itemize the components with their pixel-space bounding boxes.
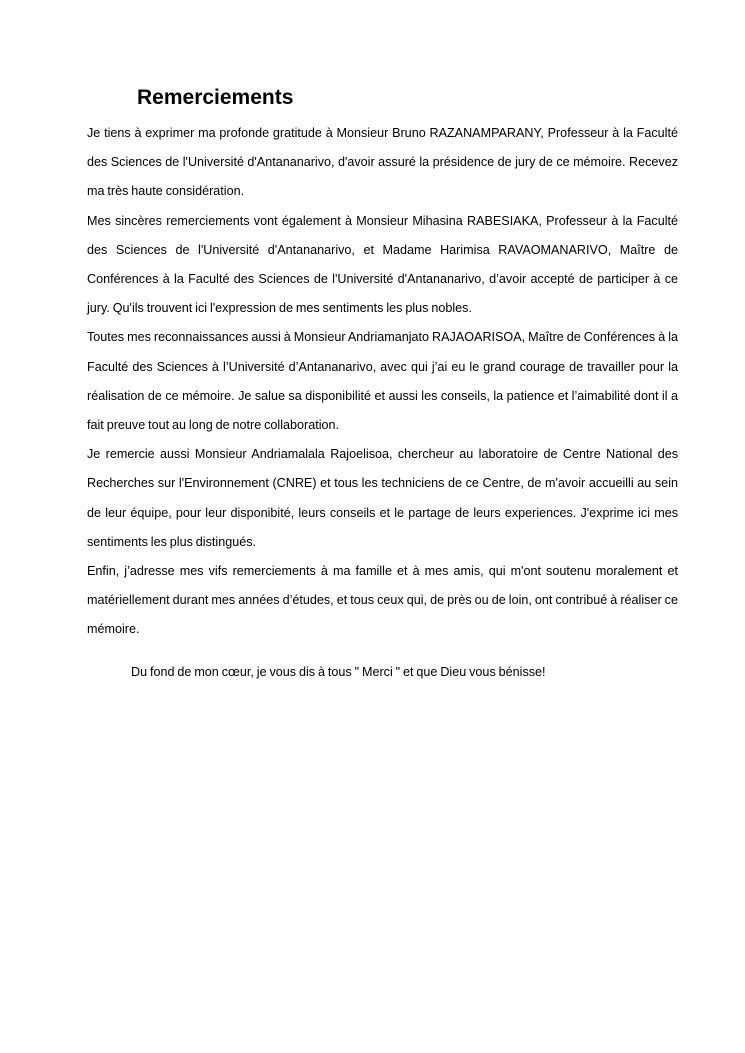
paragraph-cnre: Je remercie aussi Monsieur Andriamalala Rajoelisoa, chercheur au laboratoire de Centre National des Recherches sur l'Environnement (CNRE) et tous les techniciens de ce Centre, de m'avoir accueilli au sein de leur équipe, pour leur disponibité, leurs conseils et le partage de leurs experiences. J'exprime ici mes sentiments les plus distingués.	[87, 447, 678, 549]
paragraph-president-jury: Je tiens à exprimer ma profonde gratitude à Monsieur Bruno RAZANAMPARANY, Professeur à la Faculté des Sciences de l'Université d'Antananarivo, d'avoir assuré la présidence de jury de ce mémoire. Recevez ma très haute considération.	[87, 126, 678, 199]
paragraph-supervisor: Toutes mes reconnaissances aussi à Monsieur Andriamanjato RAJAOARISOA, Maître de Conférences à la Faculté des Sciences à l’Université d’Antananarivo, avec qui j’ai eu le grand courage de travailler pour la réalisation de ce mémoire. Je salue sa disponibilité et aussi les conseils, la patience et l’aimabilité dont il a fait preuve tout au long de notre collaboration.	[87, 330, 678, 433]
closing-line: Du fond de mon cœur, je vous dis à tous " Merci " et que Dieu vous bénisse!	[131, 665, 546, 679]
acknowledgements-body	[87, 119, 678, 645]
page-title: Remerciements	[137, 86, 294, 109]
paragraph-family-friends: Enfin, j’adresse mes vifs remerciements à ma famille et à mes amis, qui m'ont soutenu moralement et matériellement durant mes années d’études, et tous ceux qui, de près ou de loin, ont contribué à réaliser ce mémoire.	[87, 564, 678, 637]
paragraph-jury-members: Mes sincères remerciements vont également à Monsieur Mihasina RABESIAKA, Professeur à la Faculté des Sciences de l'Université d'Antananarivo, et Madame Harimisa RAVAOMANARIVO, Maître de Conférences à la Faculté des Sciences de l'Université d'Antananarivo, d’avoir accepté de participer à ce jury. Qu'ils trouvent ici l'expression de mes sentiments les plus nobles.	[87, 213, 678, 316]
